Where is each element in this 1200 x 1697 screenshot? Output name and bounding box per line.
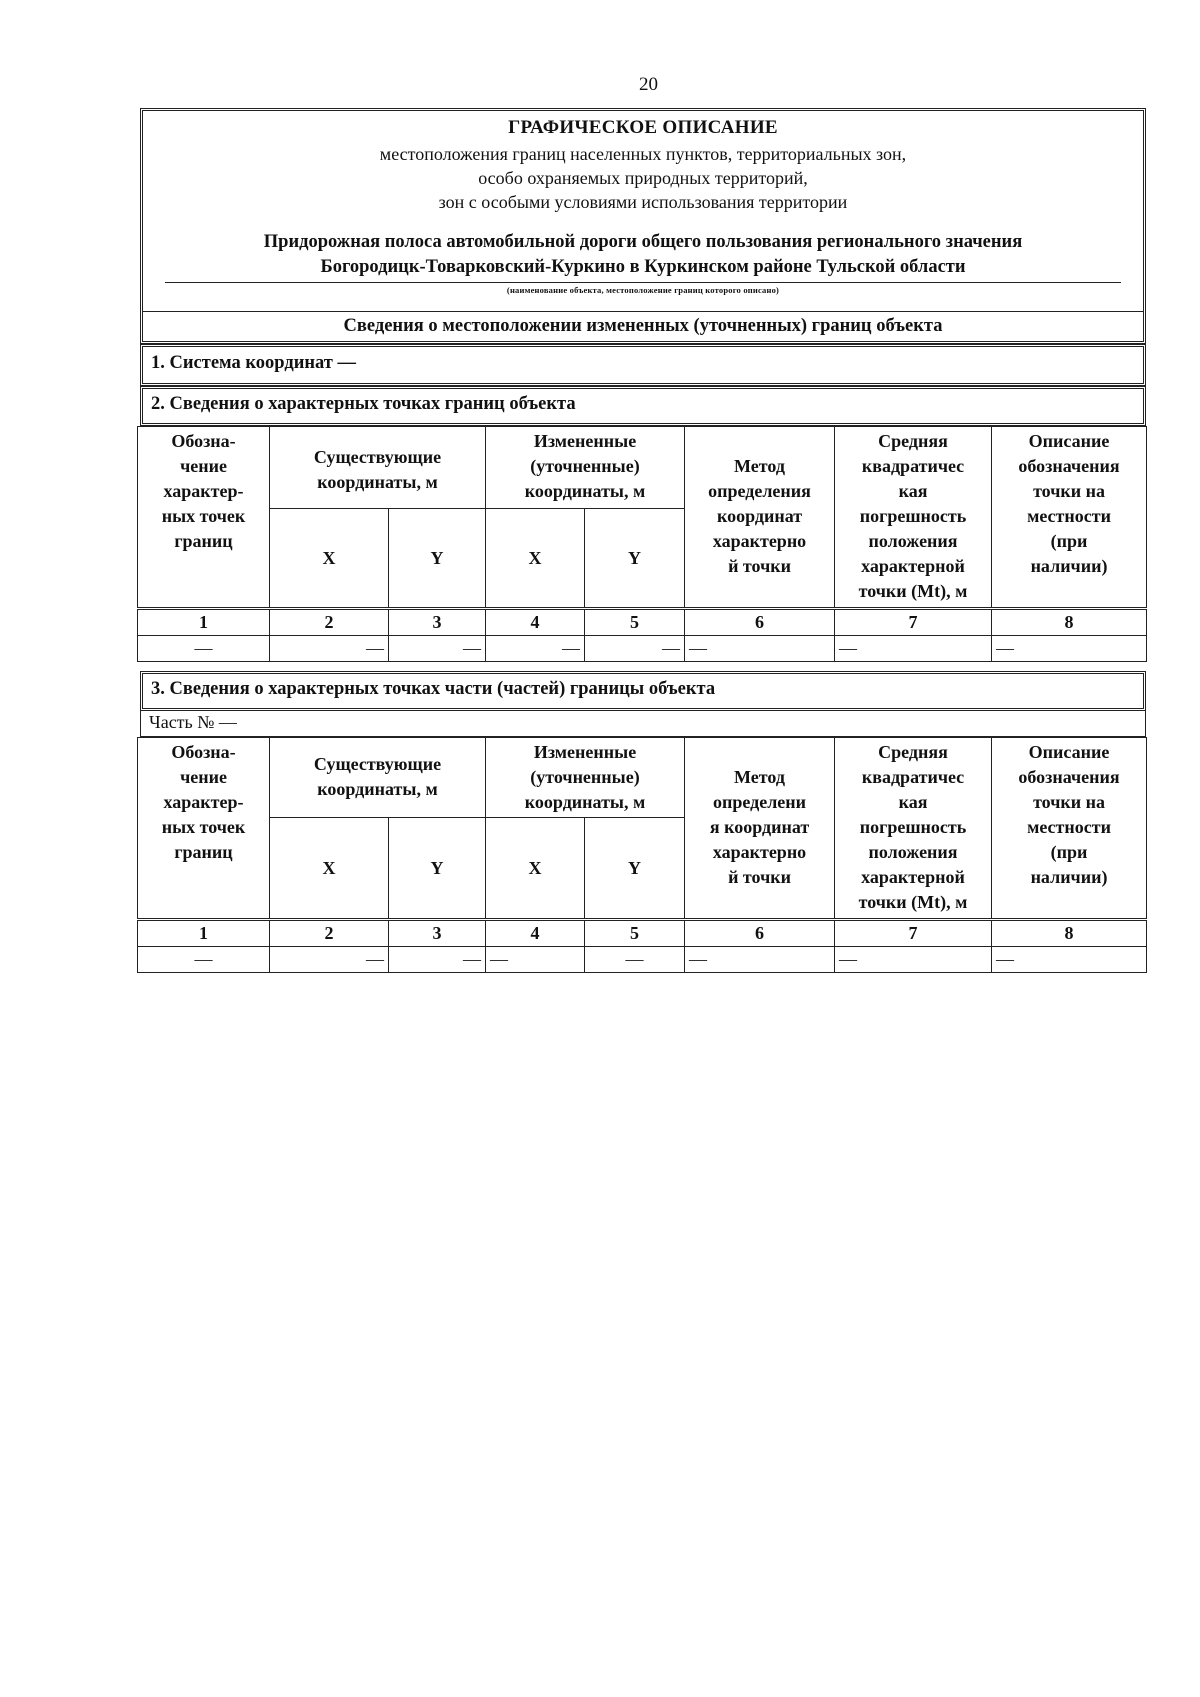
table-cell: — [270,636,389,662]
column-number: 8 [992,609,1147,636]
column-number: 7 [835,920,992,947]
header-changed-coordinates: Измененные (уточненные) координаты, м [486,427,685,509]
header-box [140,108,1146,344]
section-3-title: 3. Сведения о характерных точках части (частей) границы объекта [140,671,1146,711]
object-name-underline [165,282,1121,283]
header-existing-coordinates: Существующие координаты, м [270,427,486,509]
column-number: 2 [270,920,389,947]
header-divider [143,311,1143,312]
document-title: ГРАФИЧЕСКОЕ ОПИСАНИЕ [508,117,778,138]
column-number: 1 [138,609,270,636]
table-cell: — [685,947,835,973]
header-mean-error: Средняя квадратичес кая погрешность положения характерной точки (Mt), м [835,738,992,920]
table-cell: — [486,947,585,973]
header-method: Метод определени я координат характерно й точки [685,738,835,920]
section-3-table [137,737,1147,973]
header-existing-x: X [270,818,389,920]
object-name-line-1: Придорожная полоса автомобильной дороги общего пользования регионального значения [263,232,1023,252]
object-name-line-2: Богородицк-Товарковский-Куркино в Куркинском районе Тульской области [320,257,966,277]
header-existing-x: X [270,509,389,609]
column-number: 7 [835,609,992,636]
column-number: 1 [138,920,270,947]
header-changed-x: X [486,509,585,609]
table-cell: — [835,947,992,973]
column-numbers-row [138,609,1147,636]
column-numbers-row [138,920,1147,947]
table-cell: — [270,947,389,973]
table-cell: — [585,947,685,973]
table-cell: — [138,636,270,662]
changed-boundaries-title: Сведения о местоположении измененных (уточненных) границ объекта [343,316,943,336]
section-1-coordinate-system: 1. Система координат — [140,344,1146,386]
subtitle-line-1: местоположения границ населенных пунктов, территориальных зон, [379,144,907,164]
header-changed-x: X [486,818,585,920]
table-cell: — [992,636,1147,662]
header-point-designation: Обозна- чение характер- ных точек границ [138,738,270,920]
column-number: 2 [270,609,389,636]
section-2-title: 2. Сведения о характерных точках границ объекта [140,386,1146,426]
object-name-note: (наименование объекта, местоположение границ которого описано) [506,285,780,295]
table-cell: — [835,636,992,662]
header-changed-y: Y [585,818,685,920]
column-number: 8 [992,920,1147,947]
column-number: 4 [486,609,585,636]
column-number: 3 [389,920,486,947]
column-number: 6 [685,920,835,947]
subtitle-line-2: особо охраняемых природных территорий, [478,168,808,188]
header-description: Описание обозначения точки на местности (при наличии) [992,427,1147,609]
column-number: 4 [486,920,585,947]
table-cell: — [389,636,486,662]
table-row [138,947,1147,973]
header-existing-y: Y [389,509,486,609]
table-cell: — [992,947,1147,973]
table-cell: — [486,636,585,662]
table-cell: — [585,636,685,662]
table-cell: — [138,947,270,973]
column-number: 5 [585,609,685,636]
part-number-label: Часть № — [140,711,1146,737]
header-method: Метод определения координат характерно й точки [685,427,835,609]
header-existing-coordinates: Существующие координаты, м [270,738,486,818]
page-number: 20 [639,74,658,95]
header-existing-y: Y [389,818,486,920]
header-point-designation: Обозна- чение характер- ных точек границ [138,427,270,609]
column-number: 5 [585,920,685,947]
table-row [138,636,1147,662]
subtitle-line-3: зон с особыми условиями использования территории [438,192,848,212]
header-changed-y: Y [585,509,685,609]
table-cell: — [685,636,835,662]
section-2-table [137,426,1147,662]
header-changed-coordinates: Измененные (уточненные) координаты, м [486,738,685,818]
header-mean-error: Средняя квадратичес кая погрешность положения характерной точки (Mt), м [835,427,992,609]
column-number: 3 [389,609,486,636]
table-cell: — [389,947,486,973]
header-description: Описание обозначения точки на местности (при наличии) [992,738,1147,920]
column-number: 6 [685,609,835,636]
